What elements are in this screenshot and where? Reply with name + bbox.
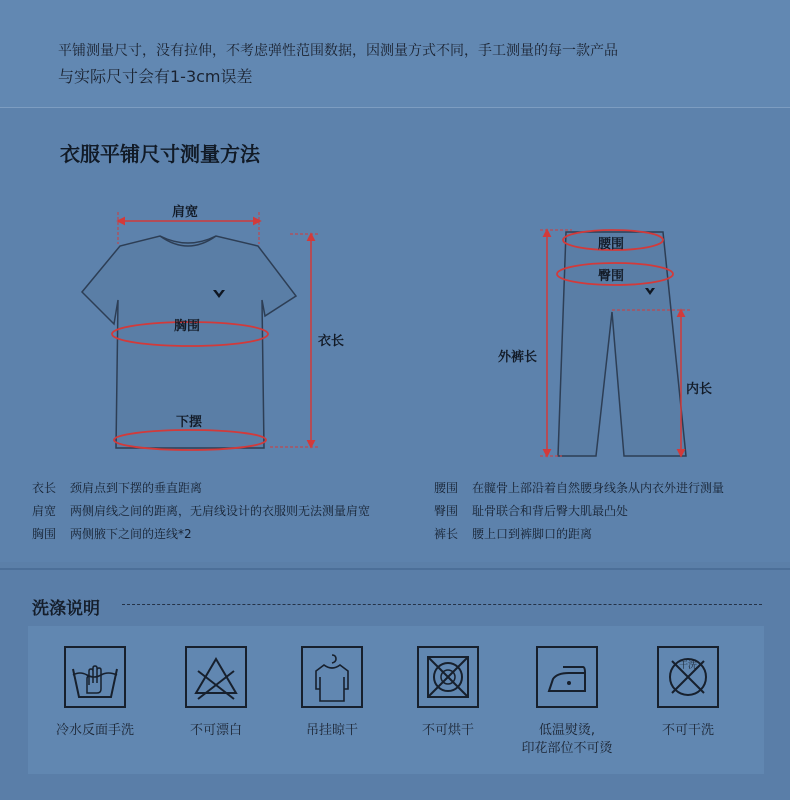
definition-term: 衣长	[32, 481, 57, 495]
definition-desc: 两侧腋下之间的连线*2	[70, 527, 192, 541]
definition-term: 腰围	[434, 481, 459, 495]
care-item-hand-wash	[35, 646, 155, 740]
waist-label: 腰围	[598, 237, 625, 252]
care-label: 不可干洗	[661, 723, 714, 738]
washing-title-divider	[122, 604, 762, 605]
outseam-label: 外裤长	[498, 350, 538, 365]
care-label: 不可漂白	[189, 723, 242, 738]
definition-desc: 在髋骨上部沿着自然腰身线条从内衣外进行测量	[472, 481, 725, 495]
definition-row	[32, 503, 382, 520]
care-item-no-tumble-dry	[388, 646, 508, 740]
hem-label: 下摆	[176, 415, 203, 430]
definition-row	[434, 526, 779, 543]
shirt-definitions	[32, 480, 382, 549]
shoulder-label: 肩宽	[172, 205, 199, 220]
intro-line-1: 平铺测量尺寸，没有拉伸，不考虑弹性范围数据，因测量方式不同，手工测量的每一款产品	[58, 43, 618, 59]
care-label: 吊挂晾干	[305, 723, 358, 738]
no-dry-clean-icon-text: 干洗	[678, 661, 697, 671]
care-item-no-bleach	[156, 646, 276, 740]
washing-title: 洗涤说明	[32, 599, 100, 619]
no-bleach-icon	[185, 646, 247, 708]
pants-definitions	[434, 480, 779, 549]
care-label: 不可烘干	[421, 723, 474, 738]
care-item-no-dry-clean	[628, 646, 748, 740]
care-label: 冷水反面手洗	[55, 723, 134, 738]
intro-line-2: 与实际尺寸会有1-3cm误差	[58, 67, 253, 86]
chest-label: 胸围	[174, 319, 201, 334]
care-label: 低温熨烫, 印花部位不可烫	[521, 723, 613, 756]
definition-desc: 两侧肩线之间的距离，无肩线设计的衣服则无法测量肩宽	[70, 504, 371, 518]
definition-desc: 腰上口到裤脚口的距离	[472, 527, 593, 541]
hip-label: 臀围	[598, 269, 625, 284]
care-item-low-iron	[507, 646, 627, 758]
definition-term: 裤长	[434, 527, 459, 541]
definition-row	[434, 503, 779, 520]
hang-dry-icon	[301, 646, 363, 708]
definition-desc: 颈肩点到下摆的垂直距离	[70, 481, 203, 495]
definition-row	[434, 480, 779, 497]
length-label: 衣长	[318, 334, 345, 349]
inseam-label: 内长	[686, 382, 713, 397]
no-dry-clean-icon	[657, 646, 719, 708]
low-iron-icon	[536, 646, 598, 708]
definition-term: 肩宽	[32, 504, 57, 518]
definition-term: 胸围	[32, 527, 57, 541]
definition-row	[32, 480, 382, 497]
hand-wash-icon	[64, 646, 126, 708]
definition-row	[32, 526, 382, 543]
no-tumble-dry-icon	[417, 646, 479, 708]
definition-term: 臀围	[434, 504, 459, 518]
measurement-title: 衣服平铺尺寸测量方法	[60, 142, 260, 166]
definition-desc: 耻骨联合和背后臀大肌最凸处	[472, 504, 629, 518]
care-item-hang-dry	[272, 646, 392, 740]
